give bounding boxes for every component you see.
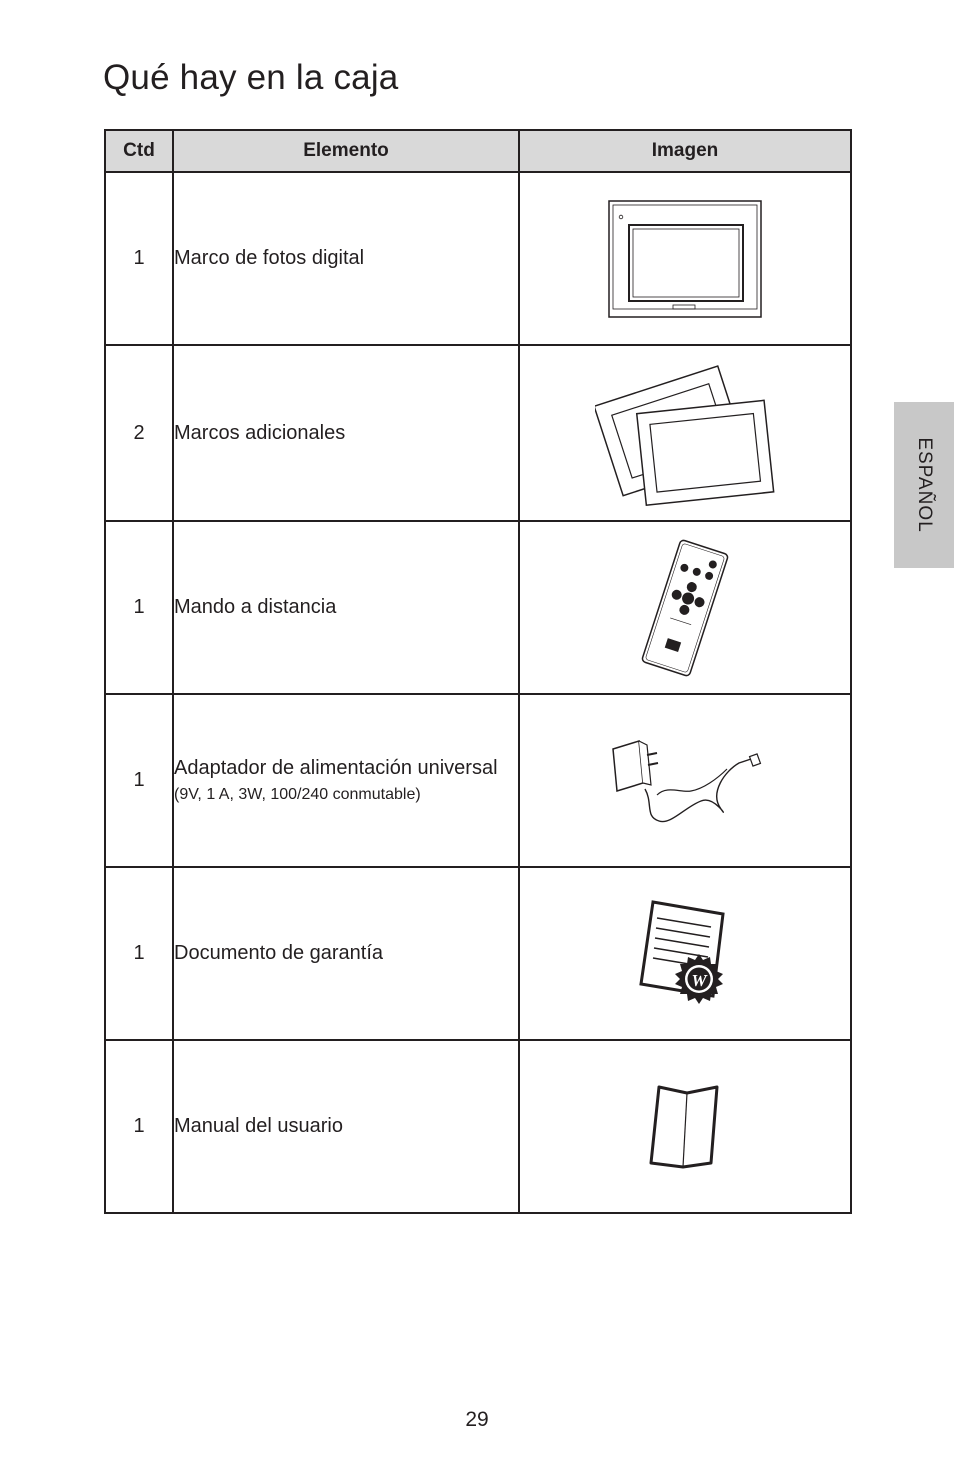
row-item bbox=[173, 1040, 519, 1213]
row-qty: 2 bbox=[105, 345, 173, 521]
row-item bbox=[173, 694, 519, 867]
item-label: Marco de fotos digital bbox=[174, 247, 365, 269]
row-image bbox=[519, 1040, 851, 1213]
header-qty: Ctd bbox=[105, 130, 173, 172]
digital-photo-frame-icon bbox=[607, 199, 763, 319]
page-title: Qué hay en la caja bbox=[103, 58, 399, 97]
row-item bbox=[173, 172, 519, 345]
row-qty: 1 bbox=[105, 867, 173, 1040]
item-label: Manual del usuario bbox=[174, 1115, 343, 1137]
row-image bbox=[519, 521, 851, 694]
warranty-document-icon bbox=[635, 898, 735, 1010]
table-row bbox=[105, 345, 851, 521]
language-tab-label: ESPAÑOL bbox=[914, 437, 935, 533]
table-row bbox=[105, 694, 851, 867]
header-item: Elemento bbox=[173, 130, 519, 172]
item-label: Mando a distancia bbox=[174, 596, 337, 618]
row-qty: 1 bbox=[105, 1040, 173, 1213]
row-image bbox=[519, 694, 851, 867]
row-item bbox=[173, 867, 519, 1040]
row-item bbox=[173, 521, 519, 694]
table-header-row bbox=[105, 130, 851, 172]
row-image bbox=[519, 172, 851, 345]
table-row bbox=[105, 172, 851, 345]
row-qty: 1 bbox=[105, 694, 173, 867]
warranty-badge-text: W bbox=[691, 970, 707, 990]
item-label: Documento de garantía bbox=[174, 942, 384, 964]
row-image bbox=[519, 867, 851, 1040]
item-spec: (9V, 1 A, 3W, 100/240 conmutable) bbox=[174, 786, 421, 803]
user-manual-icon bbox=[645, 1081, 725, 1173]
row-image bbox=[519, 345, 851, 521]
row-qty: 1 bbox=[105, 521, 173, 694]
contents-table bbox=[104, 129, 852, 1214]
row-qty: 1 bbox=[105, 172, 173, 345]
additional-frames-icon bbox=[595, 359, 775, 507]
table-row bbox=[105, 867, 851, 1040]
item-label: Marcos adicionales bbox=[174, 421, 346, 444]
language-tab bbox=[894, 402, 954, 568]
power-adapter-icon bbox=[605, 731, 765, 831]
row-item bbox=[173, 345, 519, 521]
remote-control-icon bbox=[630, 538, 740, 678]
table-row bbox=[105, 1040, 851, 1213]
item-label: Adaptador de alimentación universal bbox=[174, 757, 498, 779]
table-row bbox=[105, 521, 851, 694]
header-image: Imagen bbox=[519, 130, 851, 172]
page-number: 29 bbox=[465, 1408, 489, 1431]
